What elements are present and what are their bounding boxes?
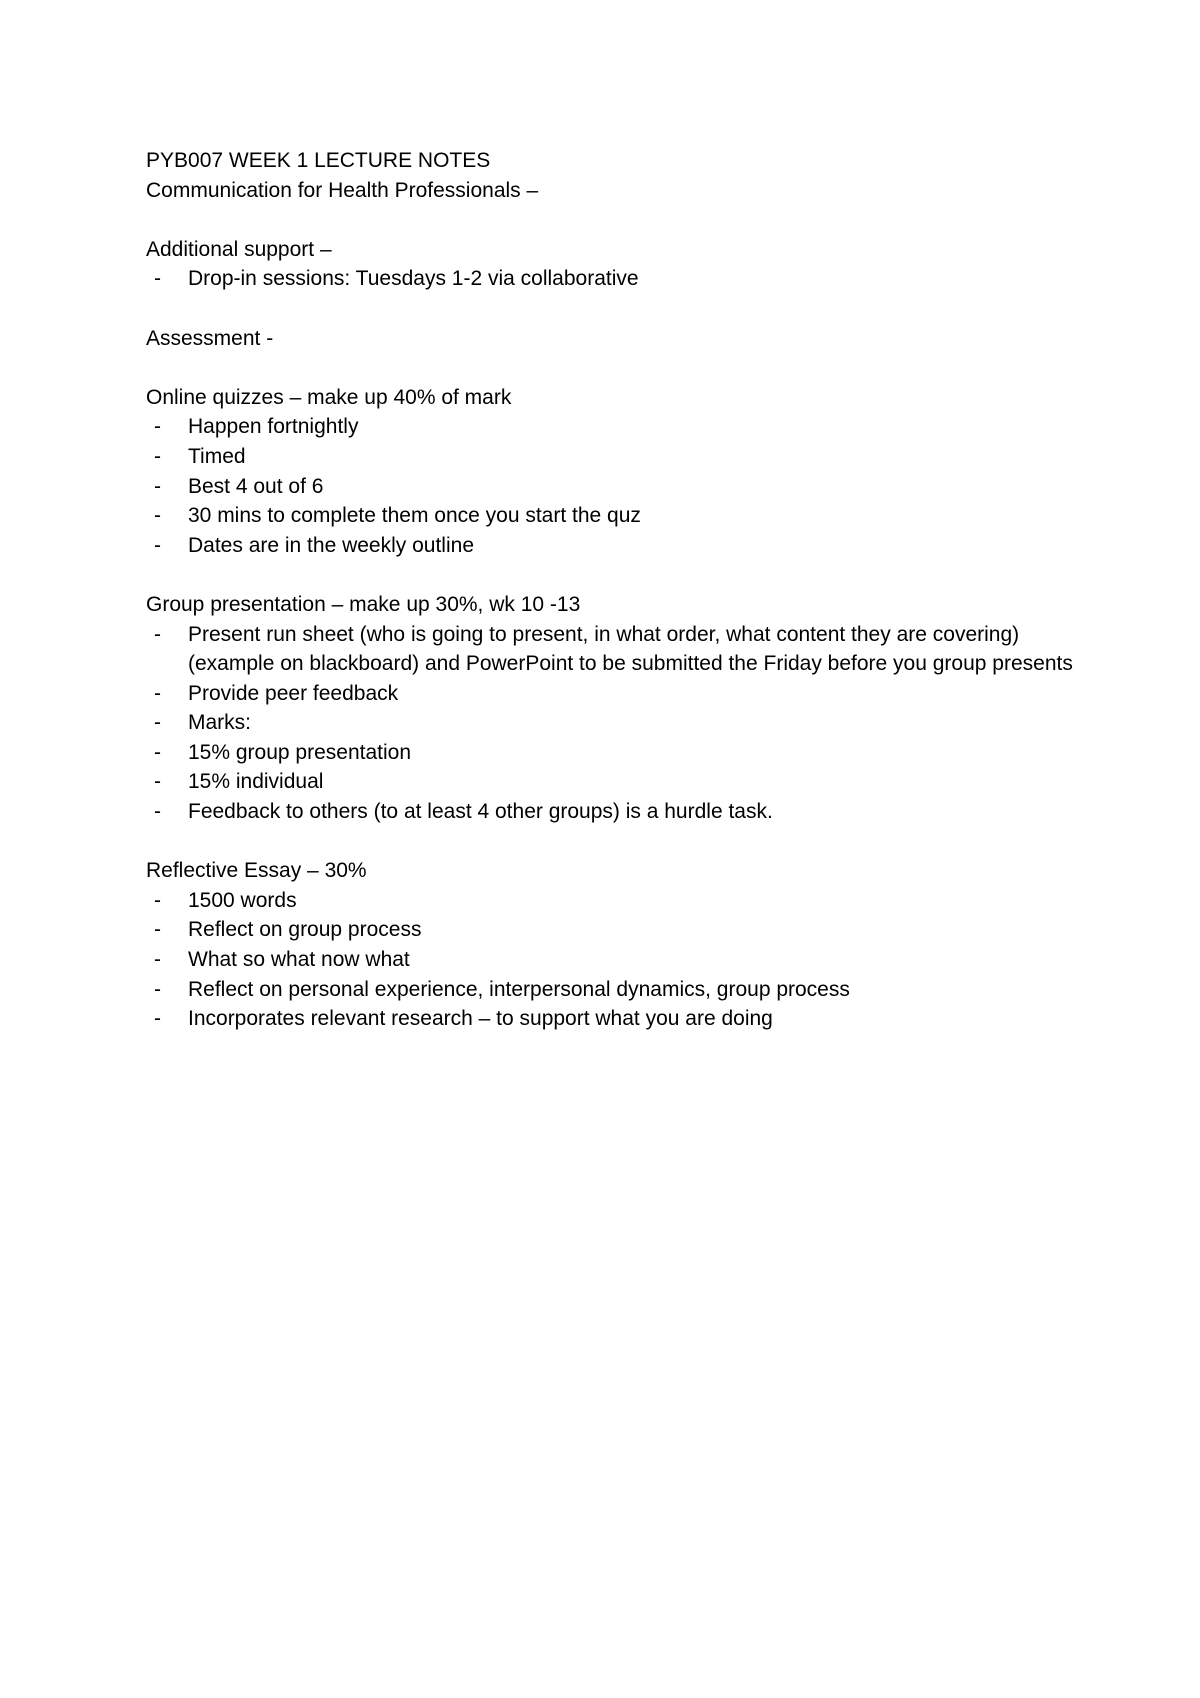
section-heading-essay: Reflective Essay – 30% bbox=[146, 859, 367, 883]
list-item bbox=[146, 915, 1096, 945]
quizzes-list bbox=[146, 412, 1096, 560]
spacer bbox=[146, 560, 1096, 590]
list-item-text: Incorporates relevant research – to support what you are doing bbox=[188, 1007, 773, 1031]
list-item bbox=[146, 679, 1096, 709]
list-item-text: 15% individual bbox=[188, 770, 324, 794]
list-item bbox=[146, 945, 1096, 975]
bullet-dash: - bbox=[154, 681, 161, 705]
presentation-list bbox=[146, 620, 1096, 827]
list-item-text: 30 mins to complete them once you start the quz bbox=[188, 504, 641, 528]
list-item-text: 1500 words bbox=[188, 888, 297, 912]
list-item bbox=[146, 442, 1096, 472]
section-heading-presentation: Group presentation – make up 30%, wk 10 -13 bbox=[146, 592, 581, 616]
bullet-dash: - bbox=[154, 888, 161, 912]
list-item-text: Feedback to others (to at least 4 other groups) is a hurdle task. bbox=[188, 800, 773, 824]
essay-list bbox=[146, 886, 1096, 1034]
list-item bbox=[146, 501, 1096, 531]
support-list bbox=[146, 264, 1096, 294]
bullet-dash: - bbox=[154, 415, 161, 439]
bullet-dash: - bbox=[154, 504, 161, 528]
section-heading-support: Additional support – bbox=[146, 237, 332, 261]
list-item-text: Timed bbox=[188, 444, 246, 468]
list-item-text: 15% group presentation bbox=[188, 740, 411, 764]
spacer bbox=[146, 827, 1096, 857]
bullet-dash: - bbox=[154, 444, 161, 468]
spacer bbox=[146, 205, 1096, 235]
list-item bbox=[146, 708, 1096, 738]
list-item bbox=[146, 738, 1096, 768]
list-item bbox=[146, 797, 1096, 827]
bullet-dash: - bbox=[154, 1007, 161, 1031]
list-item bbox=[146, 531, 1096, 561]
bullet-dash: - bbox=[154, 267, 161, 291]
list-item bbox=[146, 1004, 1096, 1034]
list-item-text: Best 4 out of 6 bbox=[188, 474, 324, 498]
list-item bbox=[146, 620, 1096, 679]
section-heading-assessment: Assessment - bbox=[146, 326, 274, 350]
list-item bbox=[146, 886, 1096, 916]
list-item bbox=[146, 412, 1096, 442]
bullet-dash: - bbox=[154, 977, 161, 1001]
list-item-text: Drop-in sessions: Tuesdays 1-2 via collaborative bbox=[188, 267, 639, 291]
bullet-dash: - bbox=[154, 711, 161, 735]
bullet-dash: - bbox=[154, 533, 161, 557]
list-item-text: What so what now what bbox=[188, 948, 410, 972]
list-item bbox=[146, 264, 1096, 294]
bullet-dash: - bbox=[154, 740, 161, 764]
bullet-dash: - bbox=[154, 474, 161, 498]
document-subtitle: Communication for Health Professionals – bbox=[146, 178, 539, 202]
spacer bbox=[146, 353, 1096, 383]
list-item-text: Happen fortnightly bbox=[188, 415, 359, 439]
list-item-text: Reflect on group process bbox=[188, 918, 422, 942]
bullet-dash: - bbox=[154, 800, 161, 824]
list-item-text: Provide peer feedback bbox=[188, 681, 399, 705]
list-item bbox=[146, 472, 1096, 502]
list-item bbox=[146, 975, 1096, 1005]
list-item-text: Reflect on personal experience, interpersonal dynamics, group process bbox=[188, 977, 850, 1001]
list-item-text: Present run sheet (who is going to present, in what order, what content they are covering) (example on blackboard) and PowerPoint to be submitted the Friday before you group presents bbox=[188, 622, 1073, 676]
document-page bbox=[146, 146, 1096, 1034]
list-item-text: Marks: bbox=[188, 711, 251, 735]
spacer bbox=[146, 294, 1096, 324]
bullet-dash: - bbox=[154, 918, 161, 942]
bullet-dash: - bbox=[154, 622, 161, 646]
bullet-dash: - bbox=[154, 770, 161, 794]
document-title: PYB007 WEEK 1 LECTURE NOTES bbox=[146, 149, 491, 172]
list-item bbox=[146, 767, 1096, 797]
bullet-dash: - bbox=[154, 948, 161, 972]
list-item-text: Dates are in the weekly outline bbox=[188, 533, 474, 557]
section-heading-quizzes: Online quizzes – make up 40% of mark bbox=[146, 385, 512, 409]
